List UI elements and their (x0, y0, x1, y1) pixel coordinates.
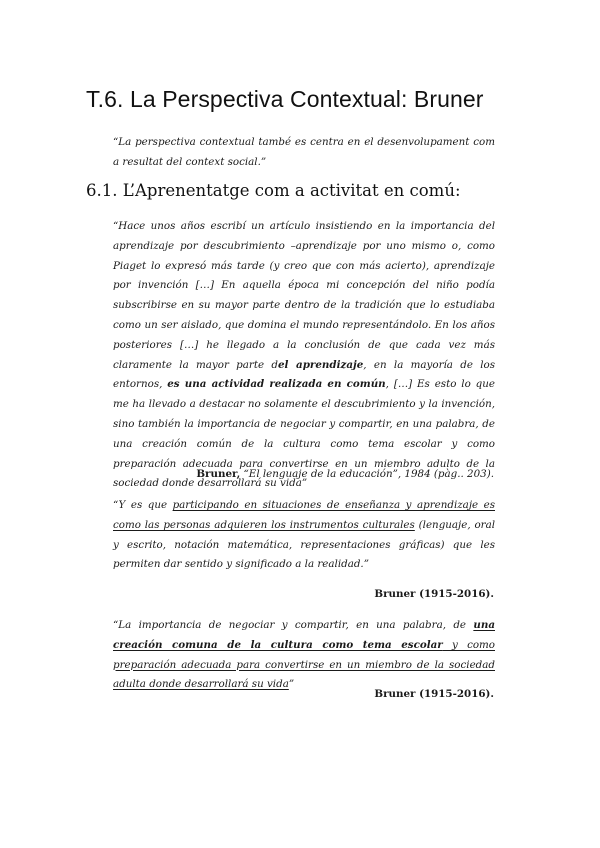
citation-3 (374, 688, 494, 700)
citation-1 (196, 468, 494, 480)
section-heading: 6.1. L’Aprenentatge com a activitat en comú: (86, 181, 461, 200)
quote1-bold-aprendizaje: el aprendizaje (277, 358, 364, 371)
quote2-text-part1: “Y es que (113, 499, 173, 511)
quote1-text-part1: “Hace unos años escribí un artículo insistiendo en la importancia del aprendizaje por descubrimiento –aprendizaje por uno mismo o, como Piaget lo expresó más tarde (y creo que con más acierto), aprendizaje por invención […] En aquella época mi concepción del niño podía subscribirse en su mayor parte dentro de la tradición que lo estudiaba como un ser aislado, que domina el mundo representándolo. En los años posteriores […] he llegado a la conclusión de que cada vez más claramente la mayor parte d (113, 220, 495, 371)
quote3-text-part2: ” (288, 678, 295, 691)
citation-2-author: Bruner (1915-2016). (374, 588, 494, 600)
quote1-text-part2: , en la mayoría de los entornos, (113, 358, 495, 391)
quote2-text-part2: (lenguaje, oral y escrito, notación matemática, representaciones gráficas) que les permiten dar sentido y significado a la realidad.” (113, 518, 496, 571)
citation-2 (374, 588, 494, 600)
citation-1-author: Bruner, (196, 468, 241, 480)
quote3-text-part1: “La importancia de negociar y compartir, en una palabra, de (113, 619, 474, 631)
bruner-quote-1 (113, 217, 495, 494)
bruner-quote-3 (113, 616, 495, 695)
citation-3-author: Bruner (1915-2016). (374, 688, 494, 700)
quote1-text-part3: , […] Es esto lo que me ha llevado a destacar no solamente el descubrimiento y la invención, sino también la importancia de negociar y compartir, en una palabra, de una creación común de la cultura como tema escolar y como preparación adecuada para convertirse en un miembro adulto de la sociedad donde desarrollará su vida” (113, 378, 495, 490)
quote3-bold-underlined: una creación comuna de la cultura como tema escolar (113, 619, 495, 651)
quote3-underlined: y como preparación adecuada para convertirse en un miembro de la sociedad adulta donde desarrollará su vida (113, 638, 495, 691)
page-title: T.6. La Perspectiva Contextual: Bruner (86, 86, 484, 112)
intro-quote: “La perspectiva contextual també es centra en el desenvolupament com a resultat del context social.” (113, 136, 495, 168)
bruner-quote-2 (113, 496, 495, 575)
citation-1-source: “El lenguaje de la educación”, 1984 (pàg.. 203). (240, 468, 494, 480)
quote2-underlined: participando en situaciones de enseñanza y aprendizaje es como las personas adquieren los instrumentos culturales (113, 499, 495, 531)
quote1-bold-actividad-comun: es una actividad realizada en común (167, 378, 386, 391)
